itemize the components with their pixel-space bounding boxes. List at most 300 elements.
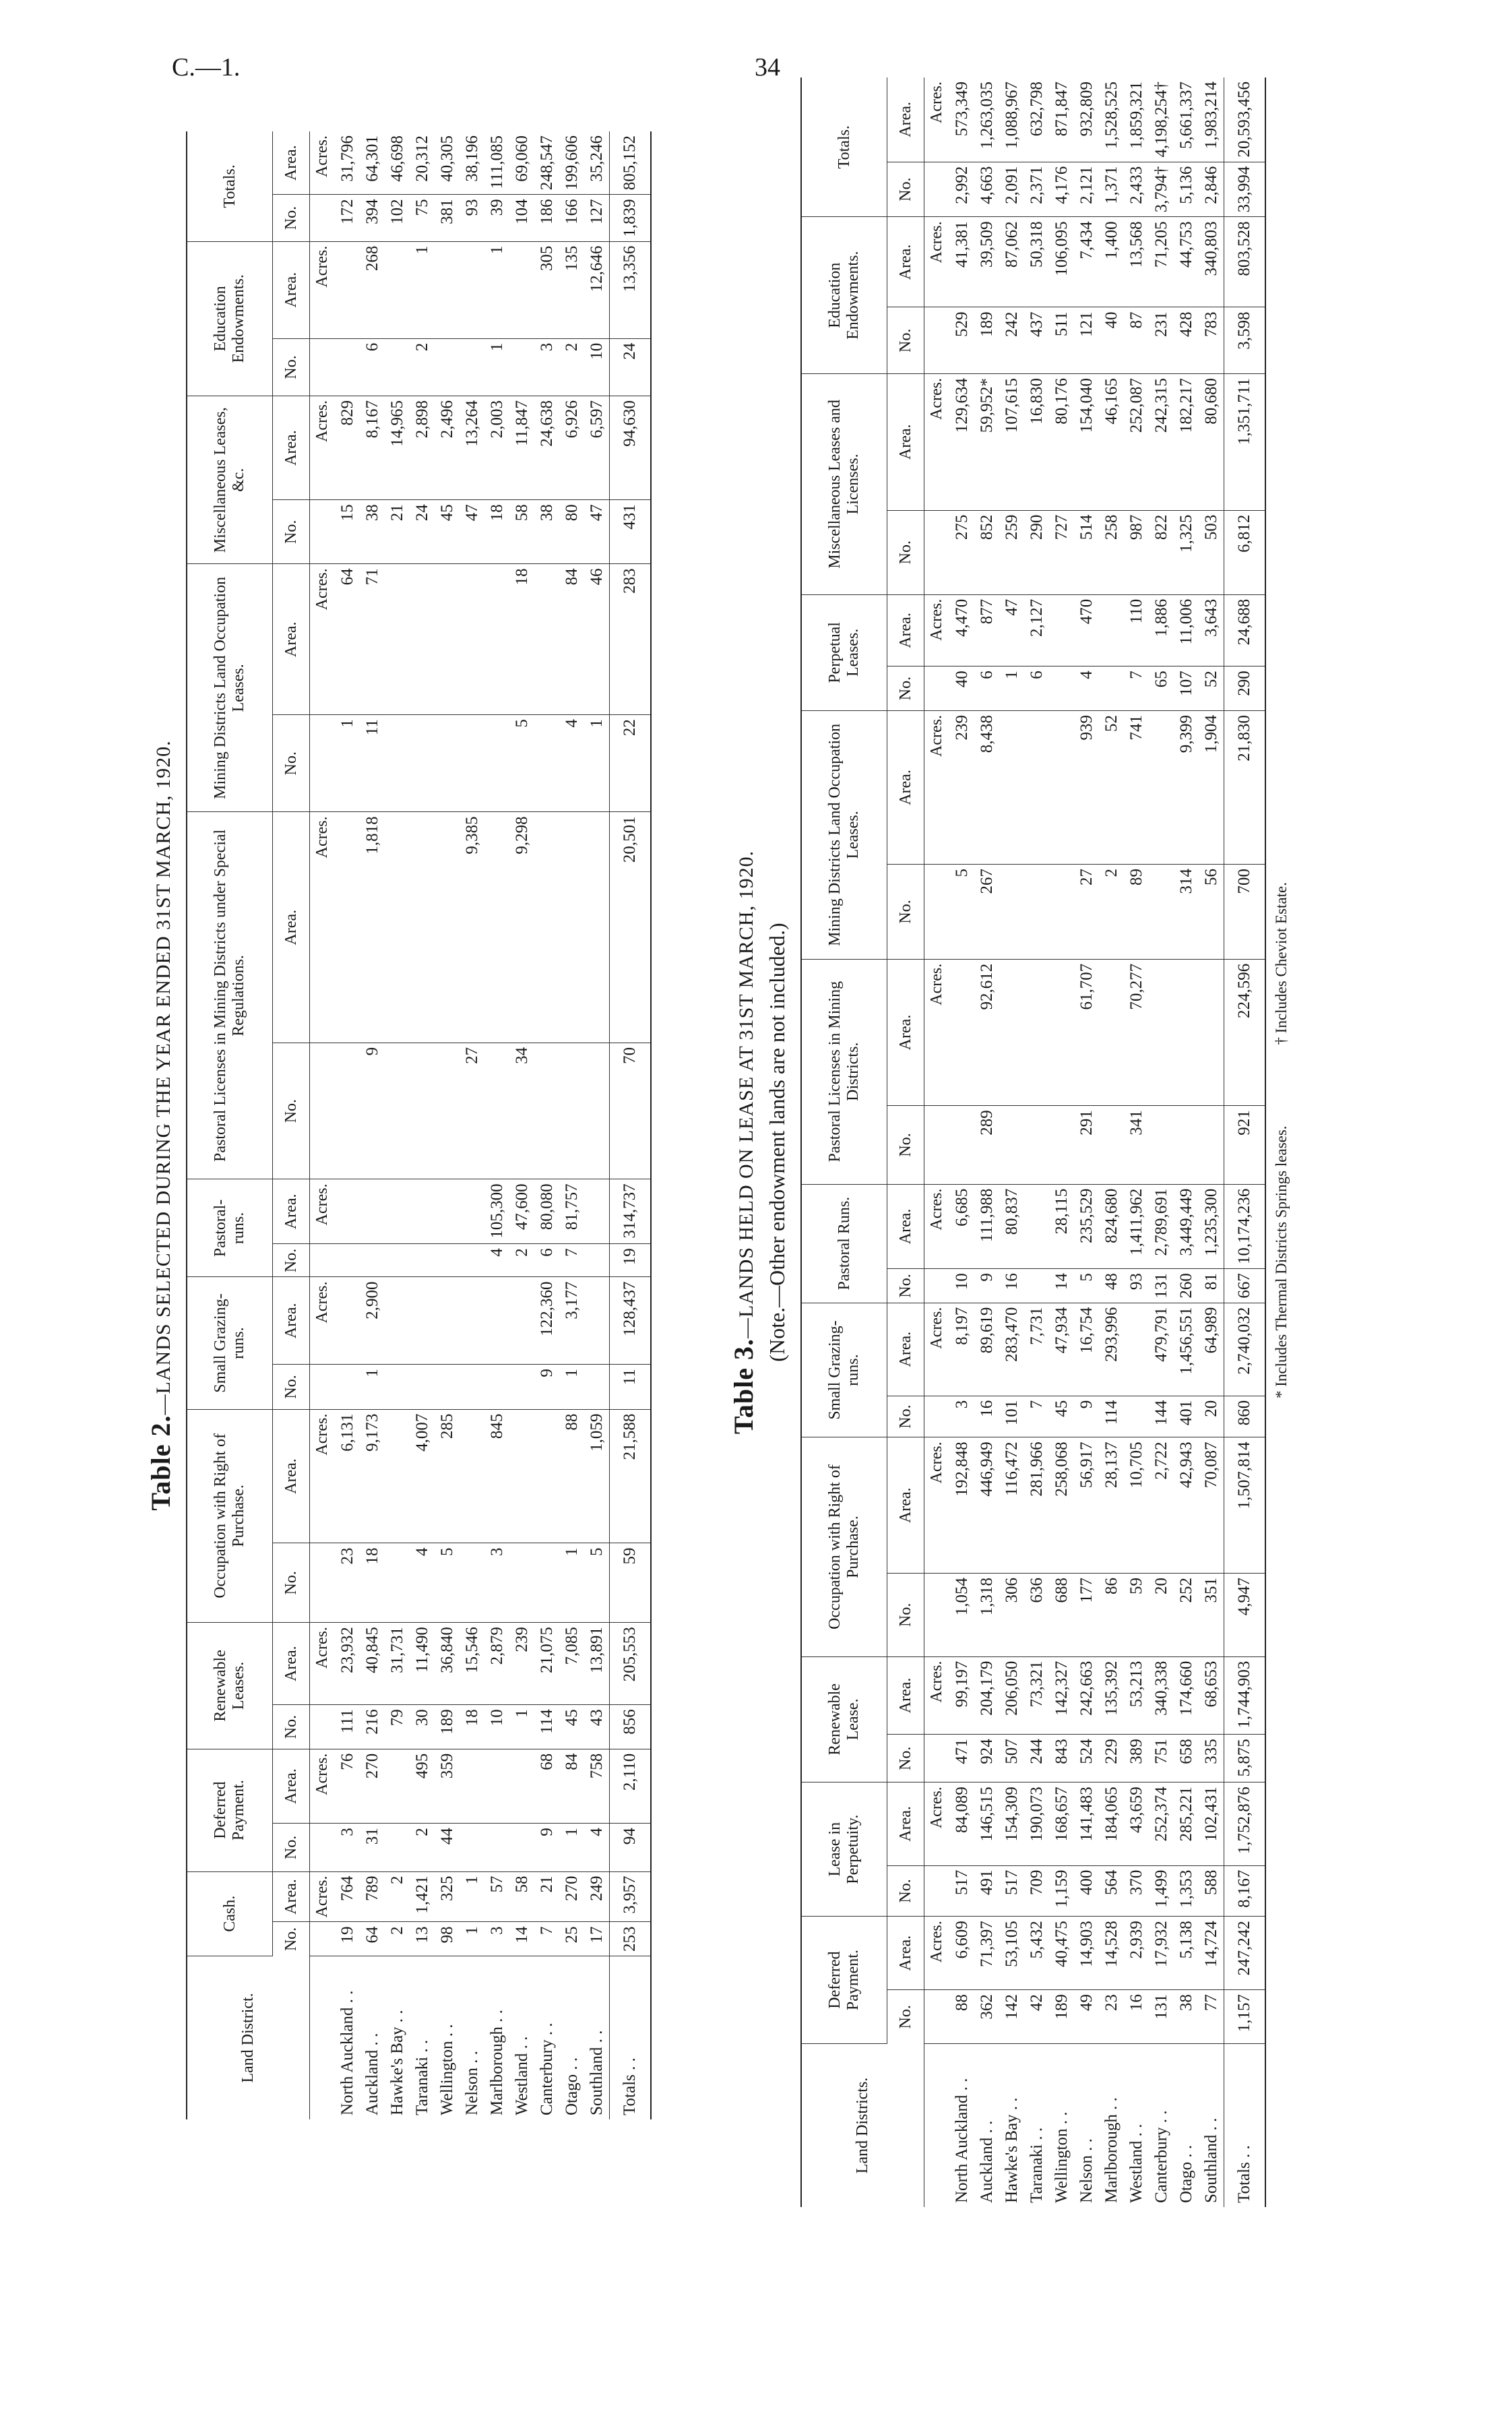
data-cell <box>460 1244 484 1277</box>
data-cell: 1,499 <box>1149 1865 1174 1917</box>
table-row <box>1149 77 1174 2207</box>
units-spacer-cell <box>924 2044 950 2208</box>
table-row <box>1099 77 1124 2207</box>
data-cell <box>534 564 559 715</box>
unit-label-cell: Acres. <box>310 1749 336 1824</box>
data-cell: 783 <box>1199 307 1224 374</box>
data-cell <box>1099 959 1124 1105</box>
totals-cell: 22 <box>610 715 652 812</box>
totals-cell: 13,356 <box>610 241 652 338</box>
data-cell: 47,934 <box>1049 1303 1074 1396</box>
totals-cell: 805,152 <box>610 131 652 195</box>
data-cell: 470 <box>1074 594 1099 666</box>
data-cell <box>460 1824 484 1871</box>
totals-cell: 21,830 <box>1224 710 1266 864</box>
table-row <box>410 131 435 2119</box>
data-cell: 23 <box>335 1543 360 1623</box>
units-row <box>924 77 950 2207</box>
column-group-header: Deferred Payment. <box>187 1749 273 1871</box>
data-cell: 53,105 <box>999 1917 1024 1990</box>
data-cell: 235,529 <box>1074 1184 1099 1269</box>
district-name-cell: Auckland . . <box>978 2120 996 2203</box>
data-cell: 52 <box>1099 710 1124 864</box>
data-cell: 10 <box>584 338 610 396</box>
no-column-header: No. <box>273 1244 310 1277</box>
totals-cell: 94,630 <box>610 396 652 500</box>
data-cell: 588 <box>1199 1865 1224 1917</box>
data-cell: 229 <box>1099 1735 1124 1782</box>
data-cell: 5,136 <box>1174 162 1199 217</box>
data-cell: 242 <box>999 307 1024 374</box>
data-cell: 44 <box>435 1824 460 1871</box>
data-cell <box>1149 1106 1174 1184</box>
totals-cell: 253 <box>610 1922 652 1956</box>
table-3-group-header-row <box>801 77 887 2207</box>
data-cell: 129,634 <box>949 374 974 511</box>
data-cell: 80,680 <box>1199 374 1224 511</box>
data-cell: 1 <box>460 1871 484 1922</box>
area-column-header: Area. <box>887 959 924 1105</box>
data-cell: 89,619 <box>974 1303 999 1396</box>
data-cell <box>949 1106 974 1184</box>
data-cell: 340,338 <box>1149 1656 1174 1735</box>
table-3-title-prefix: Table 3. <box>728 1338 759 1435</box>
totals-label-cell: Totals . . <box>610 1956 652 2120</box>
data-cell: 57 <box>484 1871 509 1922</box>
data-cell: 248,547 <box>534 131 559 195</box>
unit-label-cell <box>924 666 950 711</box>
data-cell: 751 <box>1149 1735 1174 1782</box>
data-cell: 3,177 <box>559 1277 584 1365</box>
data-cell: 479,791 <box>1149 1303 1174 1396</box>
data-cell: 400 <box>1074 1865 1099 1917</box>
data-cell: 2 <box>410 338 435 396</box>
data-cell: 192,848 <box>949 1437 974 1574</box>
unit-label-cell: Acres. <box>924 77 950 162</box>
data-cell: 17 <box>584 1922 610 1956</box>
data-cell: 9,298 <box>509 812 534 1043</box>
data-cell: 5,432 <box>1024 1917 1049 1990</box>
table-2-group-header-row <box>187 131 273 2119</box>
data-cell: 3,449,449 <box>1174 1184 1199 1269</box>
data-cell: 4,007 <box>410 1409 435 1543</box>
unit-label-cell: Acres. <box>310 1409 336 1543</box>
data-cell: 281,966 <box>1024 1437 1049 1574</box>
data-cell: 50,318 <box>1024 217 1049 307</box>
data-cell: 852 <box>974 510 999 594</box>
data-cell: 84,089 <box>949 1782 974 1865</box>
data-cell: 4,663 <box>974 162 999 217</box>
unit-label-cell: Acres. <box>310 131 336 195</box>
data-cell: 131 <box>1149 1269 1174 1303</box>
data-cell: 658 <box>1174 1735 1199 1782</box>
table-row <box>534 131 559 2119</box>
data-cell: 517 <box>949 1865 974 1917</box>
data-cell: 239 <box>949 710 974 864</box>
data-cell: 111,085 <box>484 131 509 195</box>
data-cell: 1 <box>484 338 509 396</box>
data-cell: 293,996 <box>1099 1303 1124 1396</box>
data-cell: 6,597 <box>584 396 610 500</box>
data-cell <box>385 1277 410 1365</box>
data-cell: 24 <box>410 500 435 564</box>
unit-label-cell <box>924 1396 950 1437</box>
data-cell: 9 <box>534 1365 559 1410</box>
data-cell: 242,315 <box>1149 374 1174 511</box>
data-cell <box>385 1043 410 1179</box>
area-column-header: Area. <box>887 1917 924 1990</box>
data-cell <box>460 1749 484 1824</box>
data-cell: 1,400 <box>1099 217 1124 307</box>
data-cell: 3 <box>335 1824 360 1871</box>
unit-label-cell <box>924 864 950 959</box>
unit-label-cell <box>924 510 950 594</box>
unit-label-cell: Acres. <box>924 1437 950 1574</box>
data-cell: 40,475 <box>1049 1917 1074 1990</box>
data-cell: 89 <box>1124 864 1149 959</box>
data-cell <box>534 1543 559 1623</box>
table-3-subheader-row <box>887 77 924 2207</box>
area-column-header: Area. <box>273 1179 310 1244</box>
data-cell <box>484 1749 509 1824</box>
data-cell: 166 <box>559 195 584 241</box>
totals-cell: 6,812 <box>1224 510 1266 594</box>
totals-cell: 4,947 <box>1224 1574 1266 1657</box>
column-group-header: Occupation with Right of Purchase. <box>187 1409 273 1622</box>
data-cell: 7 <box>534 1922 559 1956</box>
data-cell: 102,431 <box>1199 1782 1224 1865</box>
units-spacer-cell <box>310 1956 336 2120</box>
data-cell: 709 <box>1024 1865 1049 1917</box>
data-cell: 73,321 <box>1024 1656 1049 1735</box>
data-cell: 105,300 <box>484 1179 509 1244</box>
table-2-section <box>145 131 652 2119</box>
district-column-header: Land Districts. <box>801 2044 924 2208</box>
data-cell: 275 <box>949 510 974 594</box>
column-group-header: Lease in Perpetuity. <box>801 1782 887 1917</box>
totals-cell: 803,528 <box>1224 217 1266 307</box>
data-cell <box>385 1179 410 1244</box>
data-cell: 21,075 <box>534 1623 559 1705</box>
data-cell: 1,353 <box>1174 1865 1199 1917</box>
totals-cell: 921 <box>1224 1106 1266 1184</box>
data-cell: 231 <box>1149 307 1174 374</box>
data-cell: 2,879 <box>484 1623 509 1705</box>
data-cell: 11,847 <box>509 396 534 500</box>
data-cell: 3,643 <box>1199 594 1224 666</box>
data-cell: 20 <box>1199 1396 1224 1437</box>
totals-cell: 314,737 <box>610 1179 652 1244</box>
data-cell: 9 <box>534 1824 559 1871</box>
totals-cell: 1,752,876 <box>1224 1782 1266 1865</box>
district-column-header: Land District. <box>187 1956 310 2120</box>
totals-cell: 224,596 <box>1224 959 1266 1105</box>
data-cell: 64,989 <box>1199 1303 1224 1396</box>
no-column-header: No. <box>273 1543 310 1623</box>
data-cell <box>410 812 435 1043</box>
column-group-header: Deferred Payment. <box>801 1917 887 2044</box>
data-cell: 6,609 <box>949 1917 974 1990</box>
table-3-footnotes <box>1273 77 1290 2207</box>
data-cell: 47 <box>999 594 1024 666</box>
column-group-header: Renewable Leases. <box>187 1623 273 1749</box>
data-cell: 7,085 <box>559 1623 584 1705</box>
district-name-cell: Canterbury . . <box>1152 2110 1170 2203</box>
data-cell: 15,546 <box>460 1623 484 1705</box>
data-cell: 111,988 <box>974 1184 999 1269</box>
data-cell: 59,952* <box>974 374 999 511</box>
data-cell <box>1199 959 1224 1105</box>
unit-label-cell: Acres. <box>310 1623 336 1705</box>
unit-label-cell <box>310 1922 336 1956</box>
area-column-header: Area. <box>887 1782 924 1865</box>
no-column-header: No. <box>887 307 924 374</box>
data-cell: 154,040 <box>1074 374 1099 511</box>
data-cell: 25 <box>559 1922 584 1956</box>
column-group-header: Pastoral Licenses in Mining Districts under Special Regulations. <box>187 812 273 1179</box>
table-2-subheader-row <box>273 131 310 2119</box>
data-cell <box>1024 1269 1049 1303</box>
data-cell: 3 <box>534 338 559 396</box>
data-cell: 843 <box>1049 1735 1074 1782</box>
data-cell <box>460 564 484 715</box>
unit-label-cell: Acres. <box>924 217 950 307</box>
no-column-header: No. <box>273 715 310 812</box>
data-cell: 19 <box>335 1922 360 1956</box>
data-cell: 27 <box>1074 864 1099 959</box>
data-cell <box>484 1277 509 1365</box>
data-cell: 2,722 <box>1149 1437 1174 1574</box>
data-cell <box>435 1277 460 1365</box>
unit-label-cell <box>310 715 336 812</box>
data-cell: 56 <box>1199 864 1224 959</box>
data-cell <box>435 812 460 1043</box>
district-name-cell: North Auckland . . <box>953 2078 971 2203</box>
table-3-section <box>728 77 1290 2207</box>
data-cell: 5 <box>949 864 974 959</box>
data-cell: 106,095 <box>1049 217 1074 307</box>
district-name-cell: Auckland . . <box>363 2033 381 2115</box>
totals-cell: 667 <box>1224 1269 1266 1303</box>
table-row <box>1199 77 1224 2207</box>
data-cell: 252 <box>1174 1574 1199 1657</box>
data-cell: 88 <box>559 1409 584 1543</box>
data-cell: 59 <box>1124 1574 1149 1657</box>
data-cell <box>534 1043 559 1179</box>
unit-label-cell <box>310 1043 336 1179</box>
data-cell: 14 <box>1049 1269 1074 1303</box>
data-cell: 46,165 <box>1099 374 1124 511</box>
no-column-header: No. <box>273 1824 310 1871</box>
no-column-header: No. <box>273 1922 310 1956</box>
data-cell <box>410 1244 435 1277</box>
data-cell <box>435 1043 460 1179</box>
data-cell <box>484 812 509 1043</box>
data-cell: 16,830 <box>1024 374 1049 511</box>
data-cell <box>1024 1106 1049 1184</box>
table-3-title-text: —LANDS HELD ON LEASE AT 31ST MARCH, 1920. <box>735 850 757 1338</box>
area-column-header: Area. <box>273 1749 310 1824</box>
data-cell: 9 <box>974 1269 999 1303</box>
data-cell: 70,087 <box>1199 1437 1224 1574</box>
data-cell: 23,932 <box>335 1623 360 1705</box>
totals-cell: 10,174,236 <box>1224 1184 1266 1269</box>
unit-label-cell <box>310 1244 336 1277</box>
data-cell <box>410 1043 435 1179</box>
data-cell <box>1024 1184 1049 1269</box>
data-cell: 1,318 <box>974 1574 999 1657</box>
data-cell: 1,235,300 <box>1199 1184 1224 1269</box>
data-cell: 9,399 <box>1174 710 1199 864</box>
data-cell: 325 <box>435 1871 460 1922</box>
data-cell: 10 <box>484 1705 509 1749</box>
data-cell: 987 <box>1124 510 1149 594</box>
totals-cell: 59 <box>610 1543 652 1623</box>
data-cell <box>410 715 435 812</box>
data-cell <box>584 1365 610 1410</box>
data-cell: 495 <box>410 1749 435 1824</box>
totals-cell: 128,437 <box>610 1277 652 1365</box>
district-name-cell: Westland . . <box>513 2036 531 2115</box>
no-column-header: No. <box>273 1043 310 1179</box>
data-cell: 46,698 <box>385 131 410 195</box>
column-group-header: Occupation with Right of Purchase. <box>801 1437 887 1656</box>
data-cell <box>534 1409 559 1543</box>
data-cell: 1,263,035 <box>974 77 999 162</box>
unit-label-cell: Acres. <box>310 812 336 1043</box>
data-cell: 68 <box>534 1749 559 1824</box>
data-cell <box>435 338 460 396</box>
data-cell: 14,528 <box>1099 1917 1124 1990</box>
data-cell: 142,327 <box>1049 1656 1074 1735</box>
data-cell <box>999 864 1024 959</box>
unit-label-cell <box>924 1865 950 1917</box>
data-cell: 2,898 <box>410 396 435 500</box>
data-cell <box>584 1179 610 1244</box>
column-group-header: Small Grazing-runs. <box>187 1277 273 1409</box>
data-cell: 564 <box>1099 1865 1124 1917</box>
data-cell: 16 <box>974 1396 999 1437</box>
data-cell <box>335 241 360 338</box>
table-2-title <box>145 131 177 2119</box>
data-cell: 24,638 <box>534 396 559 500</box>
data-cell: 381 <box>435 195 460 241</box>
no-column-header: No. <box>273 500 310 564</box>
data-cell <box>949 959 974 1105</box>
data-cell: 924 <box>974 1735 999 1782</box>
data-cell: 1 <box>559 1365 584 1410</box>
data-cell <box>1174 959 1199 1105</box>
data-cell <box>435 715 460 812</box>
data-cell: 446,949 <box>974 1437 999 1574</box>
data-cell <box>1049 666 1074 711</box>
data-cell: 9,385 <box>460 812 484 1043</box>
page-number: 34 <box>755 53 780 82</box>
data-cell <box>1049 1106 1074 1184</box>
table-3-totals <box>1224 77 1266 2207</box>
totals-cell: 33,994 <box>1224 162 1266 217</box>
table-3-note: (Note.—Other endowment lands are not included.) <box>765 923 789 1362</box>
totals-cell: 3,957 <box>610 1871 652 1922</box>
data-cell <box>460 715 484 812</box>
data-cell: 86 <box>1099 1574 1124 1657</box>
data-cell <box>460 1179 484 1244</box>
data-cell: 359 <box>435 1749 460 1824</box>
table-row <box>335 131 360 2119</box>
data-cell: 5,661,337 <box>1174 77 1199 162</box>
column-group-header: Pastoral-runs. <box>187 1179 273 1277</box>
area-column-header: Area. <box>887 1656 924 1735</box>
data-cell: 394 <box>360 195 385 241</box>
data-cell <box>335 812 360 1043</box>
data-cell <box>484 564 509 715</box>
data-cell: 71 <box>360 564 385 715</box>
data-cell: 11 <box>360 715 385 812</box>
data-cell: 44,753 <box>1174 217 1199 307</box>
totals-cell: 3,598 <box>1224 307 1266 374</box>
data-cell: 2,127 <box>1024 594 1049 666</box>
data-cell <box>435 1179 460 1244</box>
data-cell: 142 <box>999 1990 1024 2044</box>
totals-cell: 21,588 <box>610 1409 652 1543</box>
data-cell: 9 <box>360 1043 385 1179</box>
data-cell <box>484 1043 509 1179</box>
data-cell: 42,943 <box>1174 1437 1199 1574</box>
data-cell <box>385 1365 410 1410</box>
data-cell: 1,325 <box>1174 510 1199 594</box>
data-cell <box>385 812 410 1043</box>
data-cell: 116,472 <box>999 1437 1024 1574</box>
data-cell: 2,939 <box>1124 1917 1149 1990</box>
totals-cell: 94 <box>610 1824 652 1871</box>
data-cell: 2,496 <box>435 396 460 500</box>
totals-cell: 856 <box>610 1705 652 1749</box>
data-cell: 845 <box>484 1409 509 1543</box>
data-cell: 174,660 <box>1174 1656 1199 1735</box>
data-cell: 252,087 <box>1124 374 1149 511</box>
district-name-cell: Westland . . <box>1127 2123 1145 2203</box>
data-cell: 1,886 <box>1149 594 1174 666</box>
data-cell: 43,659 <box>1124 1782 1149 1865</box>
data-cell: 93 <box>1124 1269 1149 1303</box>
page-series-label: C.—1. <box>172 53 241 82</box>
data-cell: 107 <box>1174 666 1199 711</box>
column-group-header: Small Grazing-runs. <box>801 1303 887 1437</box>
data-cell: 5,138 <box>1174 1917 1199 1990</box>
data-cell: 829 <box>335 396 360 500</box>
totals-cell: 1,157 <box>1224 1990 1266 2044</box>
data-cell: 11,006 <box>1174 594 1199 666</box>
data-cell <box>385 715 410 812</box>
data-cell: 81,757 <box>559 1179 584 1244</box>
table-row <box>360 131 385 2119</box>
table-row <box>509 131 534 2119</box>
data-cell: 172 <box>335 195 360 241</box>
data-cell: 39,509 <box>974 217 999 307</box>
data-cell <box>335 1244 360 1277</box>
data-cell: 58 <box>509 1871 534 1922</box>
data-cell: 48 <box>1099 1269 1124 1303</box>
data-cell: 21 <box>385 500 410 564</box>
data-cell: 2,433 <box>1124 162 1149 217</box>
data-cell: 31,731 <box>385 1623 410 1705</box>
data-cell: 38 <box>360 500 385 564</box>
totals-cell: 290 <box>1224 666 1266 711</box>
unit-label-cell: Acres. <box>310 1179 336 1244</box>
unit-label-cell: Acres. <box>924 1782 950 1865</box>
data-cell: 14 <box>509 1922 534 1956</box>
unit-label-cell <box>310 1705 336 1749</box>
